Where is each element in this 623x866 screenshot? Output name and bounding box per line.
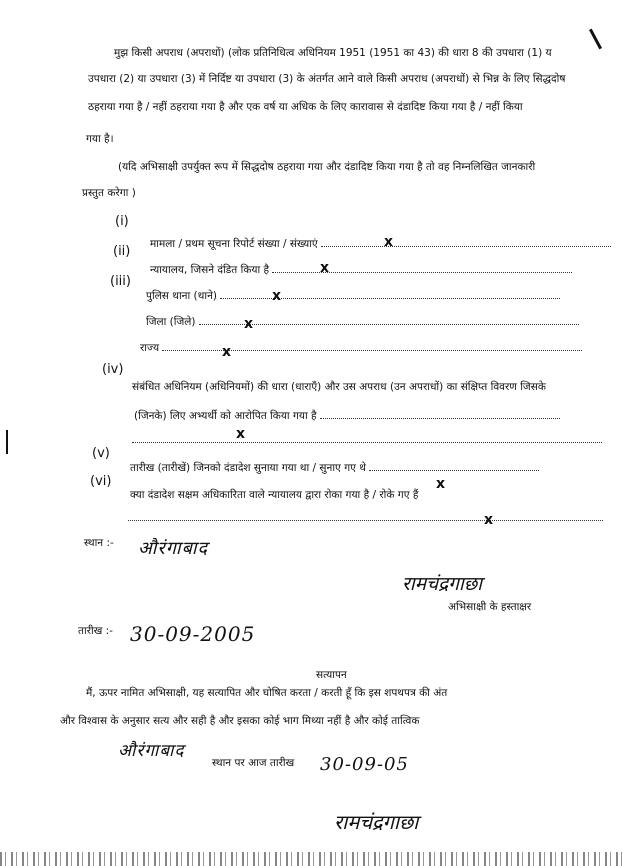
verification-line1: मैं, ऊपर नामित अभिसाक्षी, यह सत्यापित और घोषित करता / करती हूँ कि इस शपथपत्र की अंत [86,687,448,699]
scan-noise-bottom [0,852,623,866]
place-value: औरंगाबाद [138,538,209,559]
date-label: तारीख :- [78,625,113,637]
para1-line4: गया है। [86,133,114,145]
item-iv-label2-text: (जिनके) लिए अभ्यर्थी को आरोपित किया गया है [134,410,317,422]
item-iii-label-text: पुलिस थाना (थाने) [146,290,218,302]
item-i-label [150,236,611,251]
item-v-number: (v) [92,446,110,461]
verification-line3-mid: स्थान पर आज तारीख [212,757,295,769]
item-ii-label-text: न्यायालय, जिसने दंडित किया है [150,264,270,276]
item-ii-number: (ii) [113,244,131,259]
item-iv-value: x [236,426,246,442]
item-iv-number: (iv) [102,362,124,377]
item-vi-number: (vi) [90,474,112,489]
para1-line2: उपधारा (2) या उपधारा (3) में निर्दिष्ट या उपधारा (3) के अंतर्गत आने वाले किसी अपराध (अपराधों) से भिन्न के लिए सिद्धदोष [88,73,566,85]
item-iv-label2 [134,408,560,423]
para1-line1: मुझ किसी अपराध (अपराधों) (लोक प्रतिनिधित्व अधिनियम 1951 (1951 का 43) की धारा 8 की उपधारा (1) य [114,47,552,59]
date-value: 30-09-2005 [130,622,256,646]
item-i-dots [321,236,611,247]
state-label: राज्य [140,342,160,354]
district-row [146,314,579,329]
para1-line3: ठहराया गया है / नहीं ठहराया गया है और एक वर्ष या अधिक के लिए कारावास से दंडादिष्ट किया गया है / नहीं किया [88,101,523,113]
place-label: स्थान :- [84,537,114,549]
para2-line2: प्रस्तुत करेगा ) [82,187,136,199]
verification-line2: और विश्वास के अनुसार सत्य और सही है और इसका कोई भाग मिथ्या नहीं है और कोई तात्विक [60,715,420,727]
item-iv-blank-dots [132,432,602,443]
state-row [140,340,582,355]
signature-caption: अभिसाक्षी के हस्ताक्षर [448,601,532,613]
scan-mark-top-right [589,29,602,50]
deponent-signature: रामचंद्रगाछा [402,573,483,595]
district-value: x [244,316,254,332]
verification-title: सत्यापन [316,669,347,681]
state-value: x [222,344,232,360]
item-vi-label [130,488,418,502]
para2-line1: (यदि अभिसाक्षी उपर्युक्त रूप में सिद्धदोष ठहराया गया और दंडादिष्ट किया गया है तो वह निम्नलिखित जानकारी [118,161,536,173]
item-iv-dots [320,408,560,419]
item-iii-value: x [272,288,282,304]
item-vi-blank [128,510,603,524]
verification-signature: रामचंद्रगाछा [334,810,419,834]
item-v-label [130,460,539,475]
item-iv-blank [132,432,602,446]
district-label: जिला (जिले) [146,316,196,328]
item-ii-value: x [320,260,330,276]
item-iv-label1: संबंधित अधिनियम (अधिनियमों) की धारा (धाराएँ) और उस अपराध (उन अपराधों) का संक्षिप्त विवरण जिसके [132,381,546,393]
item-i-value: x [384,234,394,250]
item-ii-label [150,262,572,277]
item-vi-value: x [484,512,494,528]
verification-place: औरंगाबाद [118,741,185,761]
item-v-label-text: तारीख (तारीखें) जिनको दंडादेश सुनाया गया था / सुनाए गए थे [130,462,366,474]
item-vi-dots [128,510,603,521]
verification-date: 30-09-05 [320,754,409,775]
item-i-label-text: मामला / प्रथम सूचना रिपोर्ट संख्या / संख्याएं [150,238,318,250]
item-iii-number: (iii) [110,274,131,289]
item-v-value: x [436,476,446,492]
item-iii-label [146,288,560,303]
item-i-number: (i) [115,214,129,229]
item-v-dots [369,460,539,471]
district-dots [199,314,579,325]
item-ii-dots [272,262,572,273]
item-vi-label-text: क्या दंडादेश सक्षम अधिकारिता वाले न्यायालय द्वारा रोका गया है / रोके गए हैं [130,489,419,501]
scan-mark-left [6,430,8,454]
